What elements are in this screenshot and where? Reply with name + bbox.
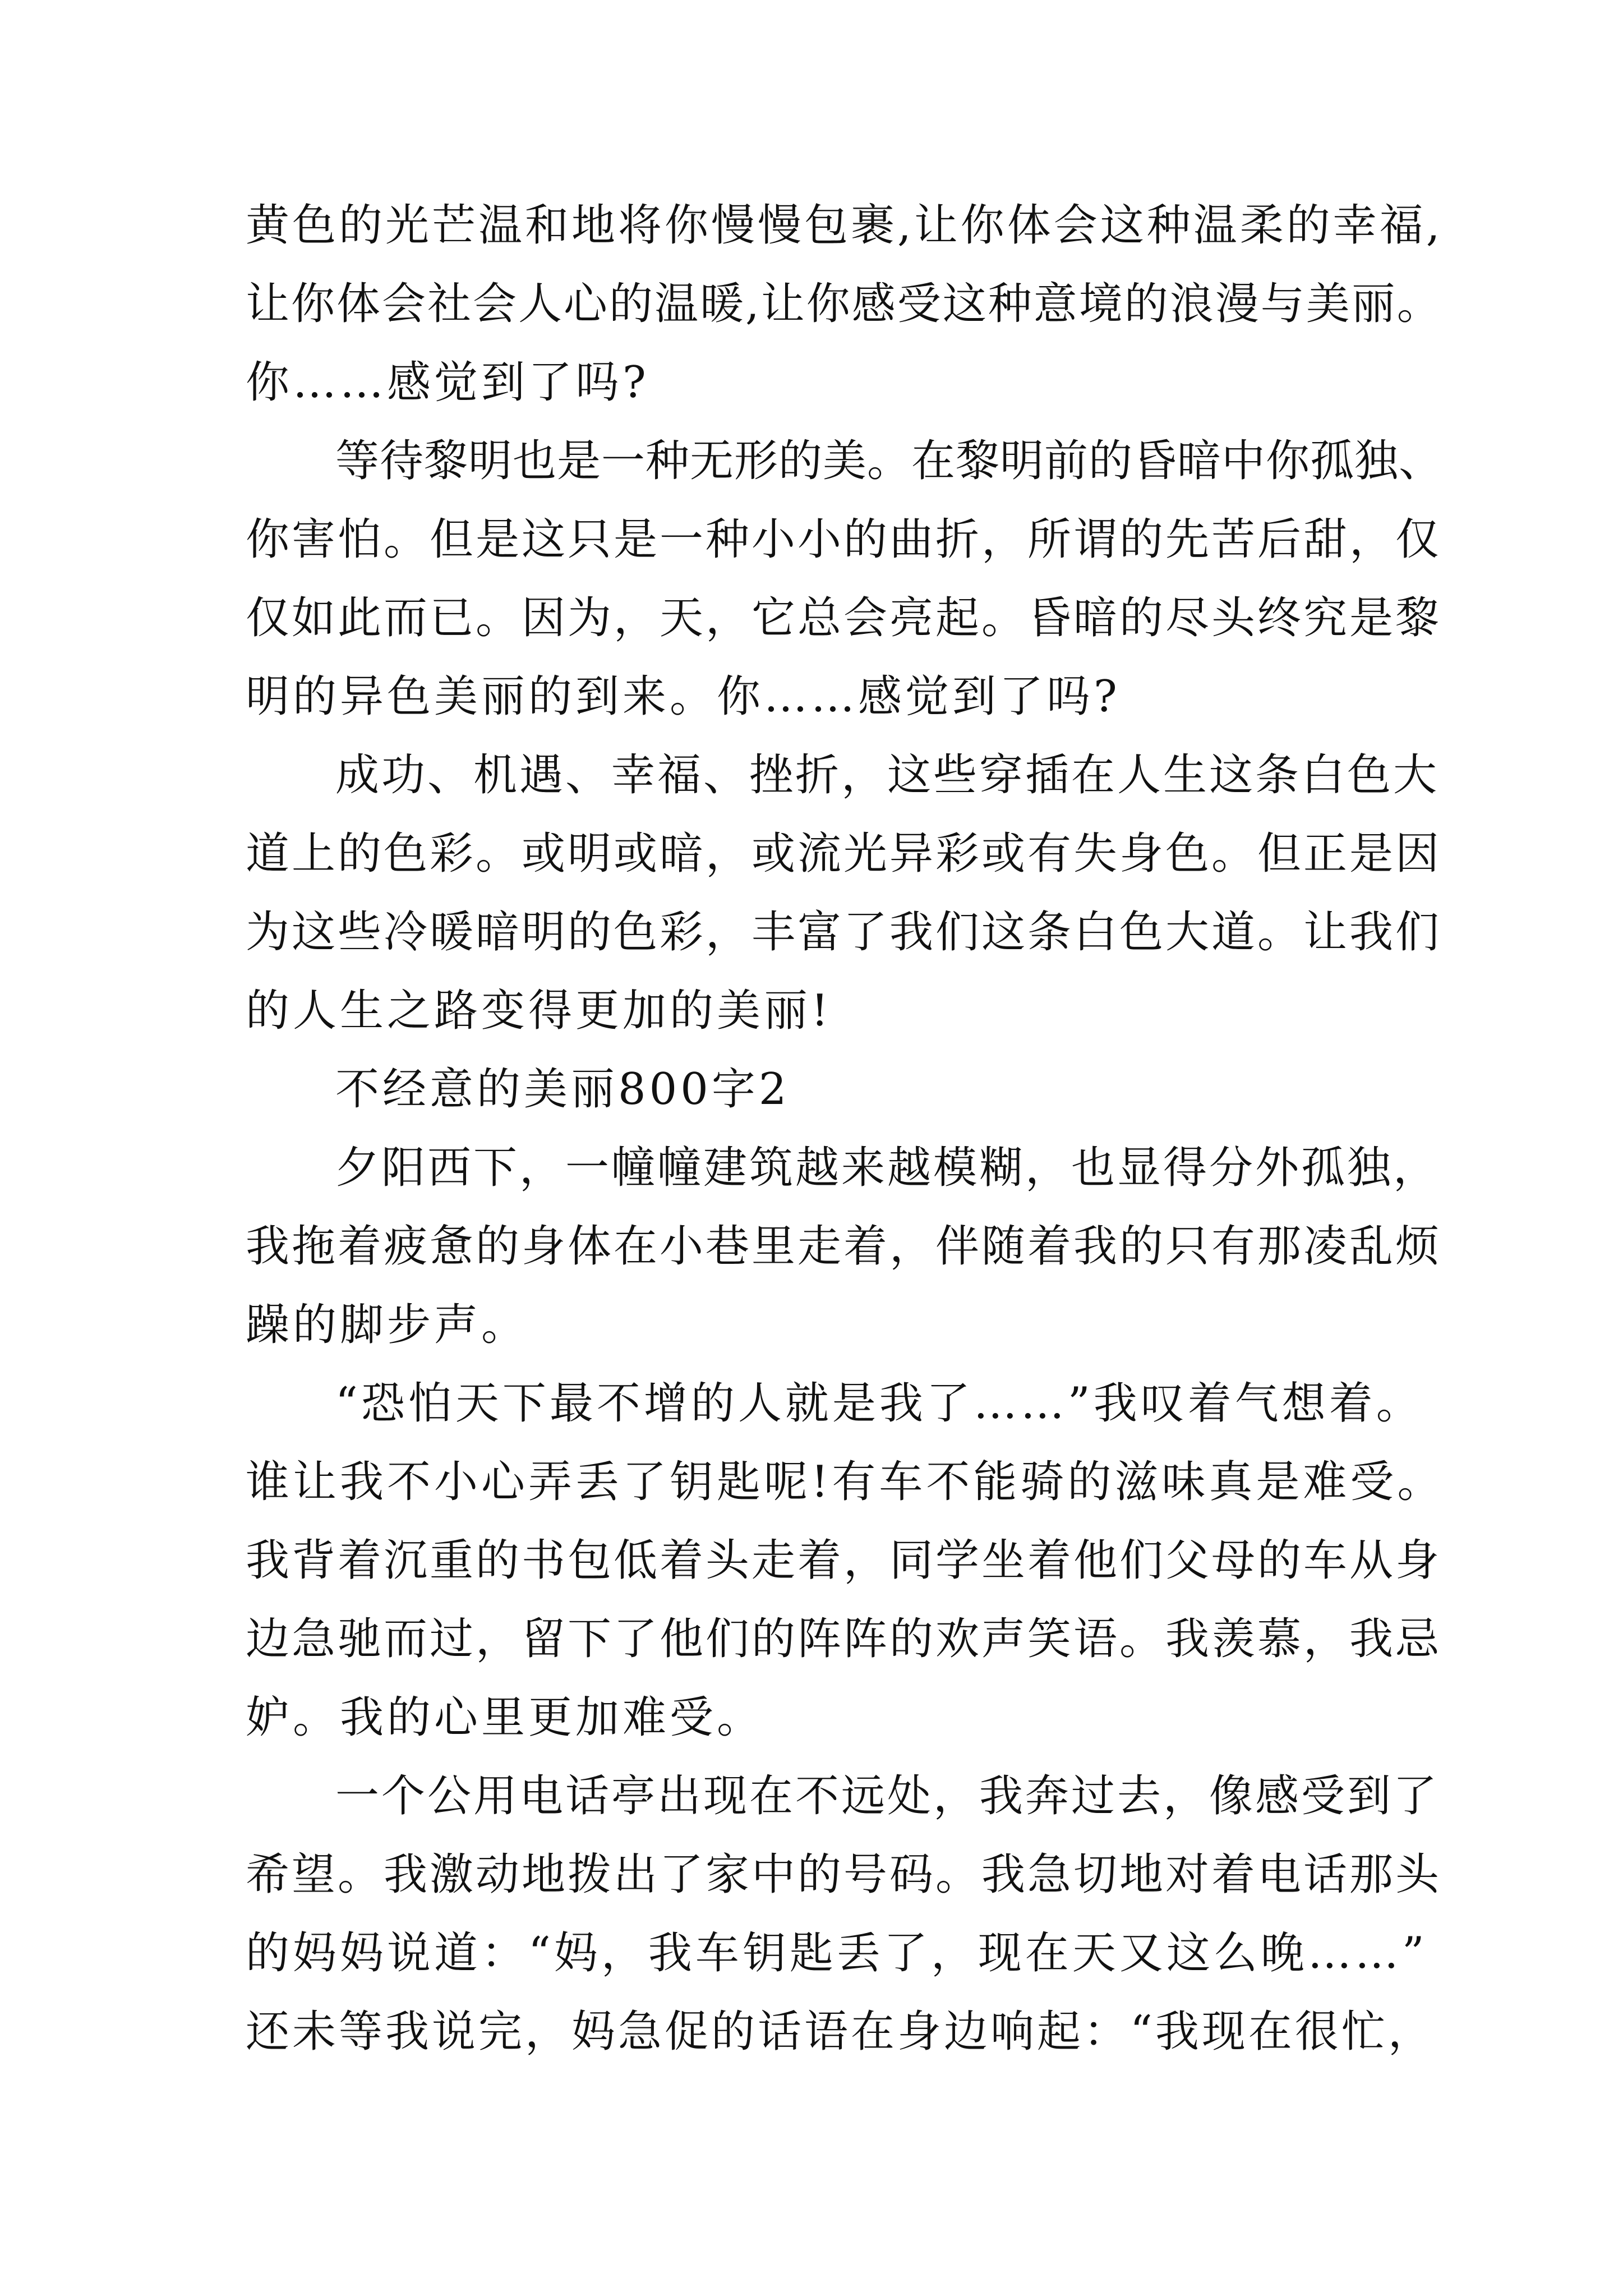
text-line-10: 为这些冷暖暗明的色彩，丰富了我们这条白色大道。让我们 xyxy=(246,907,1442,958)
text-line-24: 还未等我说完，妈急促的话语在身边响起：“我现在很忙， xyxy=(246,2007,1435,2057)
text-line-9: 道上的色彩。或明或暗，或流光异彩或有失身色。但正是因 xyxy=(246,829,1442,879)
text-line-19: 边急驰而过，留下了他们的阵阵的欢声笑语。我羡慕，我忌 xyxy=(246,1614,1442,1664)
text-line-6: 仅如此而已。因为，天，它总会亮起。昏暗的尽头终究是黎 xyxy=(246,593,1442,643)
section-heading: 不经意的美丽800字2 xyxy=(335,1064,790,1115)
text-line-17: 谁让我不小心弄丢了钥匙呢!有车不能骑的滋味真是难受。 xyxy=(246,1457,1445,1507)
text-line-1: 黄色的光芒温和地将你慢慢包裹,让你体会这种温柔的幸福, xyxy=(246,200,1443,251)
text-line-21: 一个公用电话亭出现在不远处，我奔过去，像感受到了 xyxy=(335,1771,1440,1821)
text-line-8: 成功、机遇、幸福、挫折，这些穿插在人生这条白色大 xyxy=(335,750,1440,800)
text-line-13: 夕阳西下，一幢幢建筑越来越模糊，也显得分外孤独， xyxy=(335,1143,1440,1193)
text-line-16: “恐怕天下最不增的人就是我了……”我叹着气想着。 xyxy=(335,1378,1423,1429)
text-line-4: 等待黎明也是一种无形的美。在黎明前的昏暗中你孤独、 xyxy=(335,436,1444,486)
text-line-23: 的妈妈说道：“妈，我车钥匙丢了，现在天又这么晚……” xyxy=(246,1928,1428,1978)
text-line-22: 希望。我激动地拨出了家中的号码。我急切地对着电话那头 xyxy=(246,1849,1442,1900)
text-line-20: 妒。我的心里更加难受。 xyxy=(246,1692,764,1743)
text-line-18: 我背着沉重的书包低着头走着，同学坐着他们父母的车从身 xyxy=(246,1535,1442,1586)
text-line-5: 你害怕。但是这只是一种小小的曲折，所谓的先苦后甜，仅 xyxy=(246,514,1442,565)
text-line-7: 明的异色美丽的到来。你……感觉到了吗? xyxy=(246,671,1121,722)
text-line-2: 让你体会社会人心的温暖,让你感受这种意境的浪漫与美丽。 xyxy=(246,279,1442,329)
text-line-11: 的人生之路变得更加的美丽! xyxy=(246,986,832,1036)
text-line-15: 躁的脚步声。 xyxy=(246,1300,529,1350)
text-line-3: 你……感觉到了吗? xyxy=(246,357,649,408)
text-line-14: 我拖着疲惫的身体在小巷里走着，伴随着我的只有那凌乱烦 xyxy=(246,1221,1442,1272)
